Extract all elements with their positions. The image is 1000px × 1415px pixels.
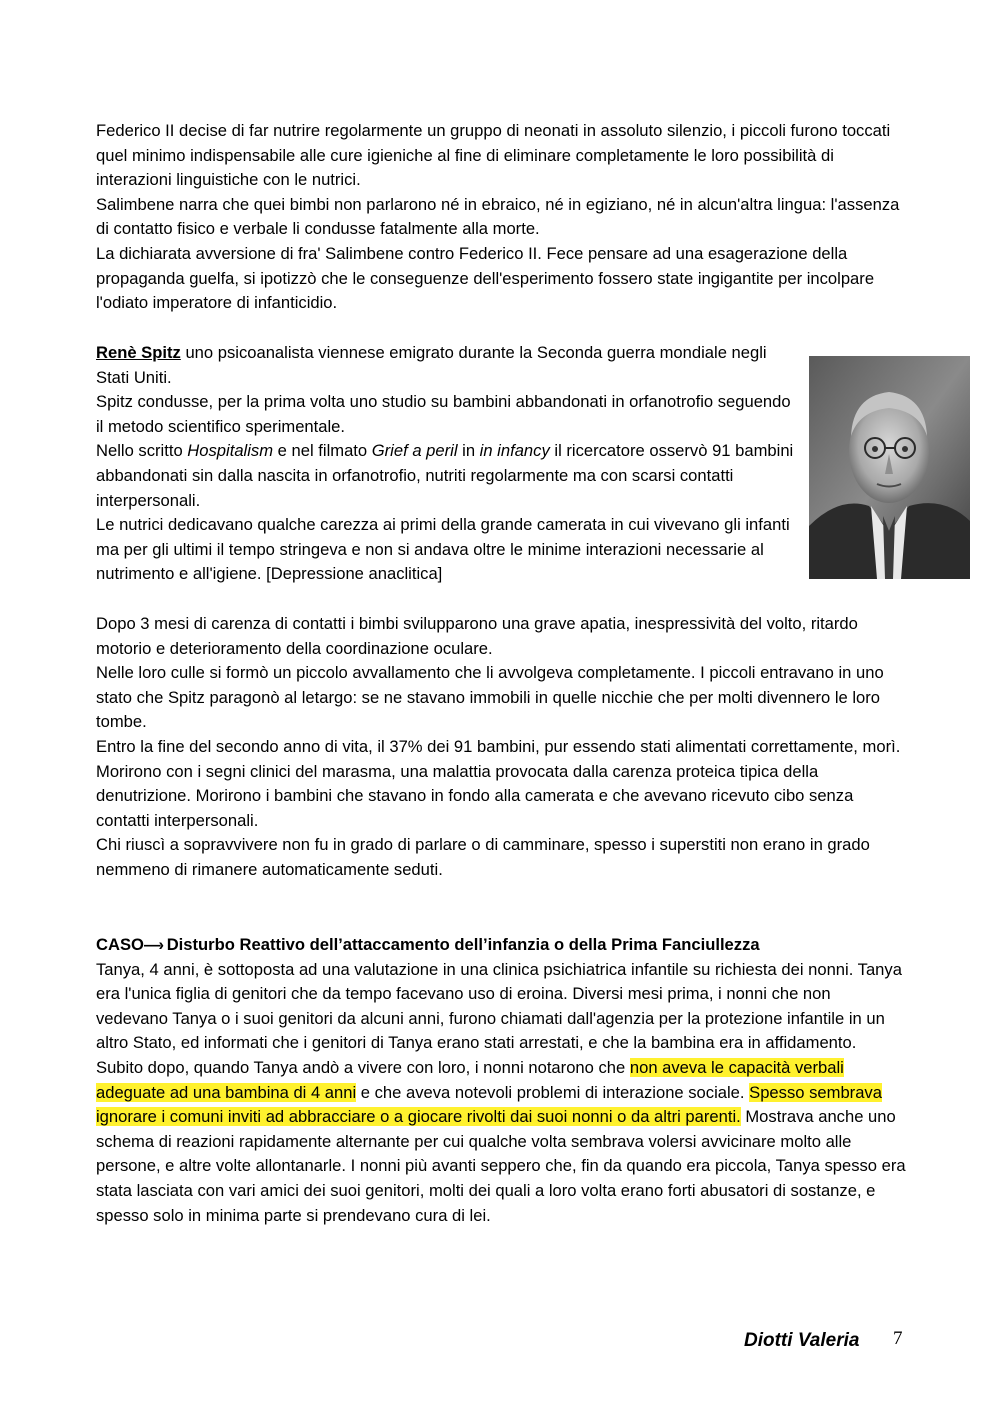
paragraph: Morirono con i segni clinici del marasma, una malattia provocata dalla carenza proteica tipica della denutrizione. Morirono i bambini che stavano in fondo alla camerata e che avevano ricevuto cibo senza contatti interpersonali.	[96, 761, 854, 830]
footer-author: Diotti Valeria	[744, 1330, 860, 1351]
work-title: in infancy	[479, 441, 550, 461]
case-section	[96, 933, 906, 1228]
effects-section	[96, 612, 906, 883]
paragraph: Tanya, 4 anni, è sottoposta ad una valutazione in una clinica psichiatrica infantile su richiesta dei nonni. Tanya era l'unica figlia di genitori che da tempo facevano uso di eroina. Diversi mesi prima, i nonni che non vedevano Tanya o i suoi genitori da alcuni anni, furono chiamati dall'agenzia per la protezione infantile in un altro Stato, ed informati che i genitori di Tanya erano stati arrestati, e che la bambina era in affidamento.	[96, 959, 902, 1053]
work-title: Hospitalism	[187, 441, 274, 461]
work-title: Grief a peril	[371, 441, 458, 461]
paragraph: Subito dopo, quando Tanya andò a vivere con loro, i nonni notarono che non aveva le capacità verbali adeguate ad una bambina di 4 anni e che aveva notevoli problemi di interazione sociale. Spesso sembrava ignorare i comuni inviti ad abbracciare o a giocare rivolti dai suoi nonni o da altri parenti. Mostrava anche uno schema di reazioni rapidamente alternante per cui qualche volta sembrava volersi avvicinare molto alle persone, e altre volte allontanarle. I nonni più avanti seppero che, fin da quando era piccola, Tanya spesso era stata lasciata con vari amici dei suoi genitori, molti dei quali a loro volta erano forti abusatori di sostanze, e spesso solo in minima parte si prendevano cura di lei.	[96, 1057, 906, 1225]
paragraph: Renè Spitz uno psicoanalista viennese emigrato durante la Seconda guerra mondiale negli Stati Uniti.	[96, 343, 767, 387]
federico-section	[96, 119, 906, 316]
paragraph: Dopo 3 mesi di carenza di contatti i bimbi svilupparono una grave apatia, inespressività del volto, ritardo motorio e deterioramento della coordinazione oculare.	[96, 614, 858, 658]
portrait-image	[809, 356, 970, 579]
page-number: 7	[893, 1328, 903, 1349]
case-heading	[96, 933, 906, 958]
paragraph: Salimbene narra che quei bimbi non parlarono né in ebraico, né in egiziano, né in alcun'altra lingua: l'assenza di contatto fisico e verbale li condusse fatalmente alla morte.	[96, 194, 900, 239]
paragraph: Spitz condusse, per la prima volta uno studio su bambini abbandonati in orfanotrofio seguendo il metodo scientifico sperimentale.	[96, 392, 791, 436]
highlighted-text: non aveva le capacità verbali adeguate ad una bambina di 4 anni	[96, 1057, 844, 1102]
paragraph: Nello scritto Hospitalism e nel filmato Grief a peril in in infancy il ricercatore osservò 91 bambini abbandonati sin dalla nascita in orfanotrofio, nutriti regolarmente ma con scarsi contatti interpersonali.	[96, 441, 794, 510]
spitz-portrait-photo	[809, 356, 970, 579]
paragraph: Nelle loro culle si formò un piccolo avvallamento che li avvolgeva completamente. I piccoli entravano in uno stato che Spitz paragonò al letargo: se ne stavano immobili in quelle nicchie che per molti divennero le loro tombe.	[96, 663, 884, 732]
spitz-name: Renè Spitz	[96, 343, 181, 362]
paragraph: Chi riuscì a sopravvivere non fu in grado di parlare o di camminare, spesso i superstiti non erano in grado nemmeno di rimanere automaticamente seduti.	[96, 835, 870, 879]
paragraph: Le nutrici dedicavano qualche carezza ai primi della grande camerata in cui vivevano gli infanti ma per gli ultimi il tempo stringeva e non si andava oltre le minime interazioni necessarie al nutrimento e all'igiene. [Depressione anaclitica]	[96, 515, 790, 584]
highlighted-text: Spesso sembrava ignorare i comuni inviti ad abbracciare o a giocare rivolti dai suoi nonni o da altri parenti.	[96, 1082, 882, 1127]
paragraph: Entro la fine del secondo anno di vita, il 37% dei 91 bambini, pur essendo stati alimentati correttamente, morì.	[96, 736, 901, 756]
paragraph: Federico II decise di far nutrire regolarmente un gruppo di neonati in assoluto silenzio, i piccoli furono toccati quel minimo indispensabile alle cure igieniche al fine di eliminare completamente le loro possibilità di interazioni linguistiche con le nutrici.	[96, 121, 891, 190]
spitz-section	[96, 341, 796, 587]
case-title: Disturbo Reattivo dell’attaccamento dell’infanzia o della Prima Fanciullezza	[162, 935, 760, 954]
paragraph: La dichiarata avversione di fra' Salimbene contro Federico II. Fece pensare ad una esagerazione della propaganda guelfa, si ipotizzò che le conseguenze dell'esperimento fossero state ingigantite per incolpare l'odiato imperatore di infanticidio.	[96, 243, 875, 313]
case-label: CASO	[96, 935, 144, 954]
arrow-right-icon: —›	[143, 935, 163, 954]
